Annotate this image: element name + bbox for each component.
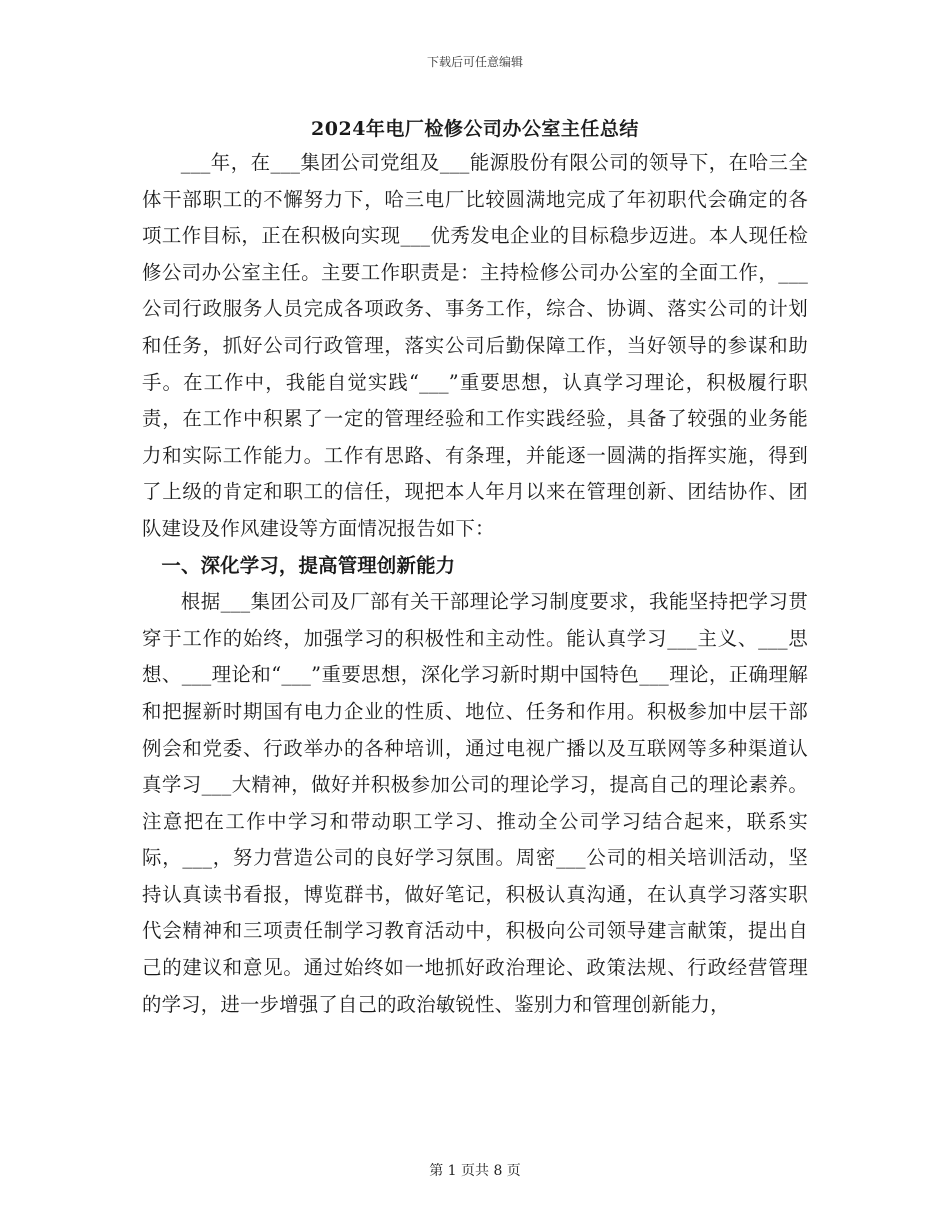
paragraph-intro: ___年，在___集团公司党组及___能源股份有限公司的领导下，在哈三全体干部职工的不懈努力下，哈三电厂比较圆满地完成了年初职代会确定的各项工作目标，正在积极向实现___优秀发电企业的目标稳步迈进。本人现任检修公司办公室主任。主要工作职责是：主持检修公司办公室的全面工作，___公司行政服务人员完成各项政务、事务工作，综合、协调、落实公司的计划和任务，抓好公司行政管理，落实公司后勤保障工作，当好领导的参谋和助手。在工作中，我能自觉实践“___”重要思想，认真学习理论，积极履行职责，在工作中积累了一定的管理经验和工作实践经验，具备了较强的业务能力和实际工作能力。工作有思路、有条理，并能逐一圆满的指挥实施，得到了上级的肯定和职工的信任，现把本人年月以来在管理创新、团结协作、团队建设及作风建设等方面情况报告如下： <box>142 151 808 540</box>
document-title: 2024年电厂检修公司办公室主任总结 <box>311 118 639 140</box>
page-header-note: 下载后可任意编辑 <box>426 55 523 69</box>
paragraph-section-1: 根据___集团公司及厂部有关干部理论学习制度要求，我能坚持把学习贯穿于工作的始终，加强学习的积极性和主动性。能认真学习___主义、___思想、___理论和“___”重要思想，深化学习新时期中国特色___理论，正确理解和把握新时期国有电力企业的性质、地位、任务和作用。积极参加中层干部例会和党委、行政举办的各种培训，通过电视广播以及互联网等多种渠道认真学习___大精神，做好并积极参加公司的理论学习，提高自己的理论素养。注意把在工作中学习和带动职工学习、推动全公司学习结合起来，联系实际，___，努力营造公司的良好学习氛围。周密___公司的相关培训活动，坚持认真读书看报，博览群书，做好笔记，积极认真沟通，在认真学习落实职代会精神和三项责任制学习教育活动中，积极向公司领导建言献策，提出自己的建议和意见。通过始终如一地抓好政治理论、政策法规、行政经营管理的学习，进一步增强了自己的政治敏锐性、鉴别力和管理创新能力， <box>142 590 808 1016</box>
page-number-footer: 第 1 页共 8 页 <box>429 1163 521 1179</box>
section-heading-1: 一、深化学习，提高管理创新能力 <box>161 553 456 577</box>
document-body <box>142 145 808 1023</box>
